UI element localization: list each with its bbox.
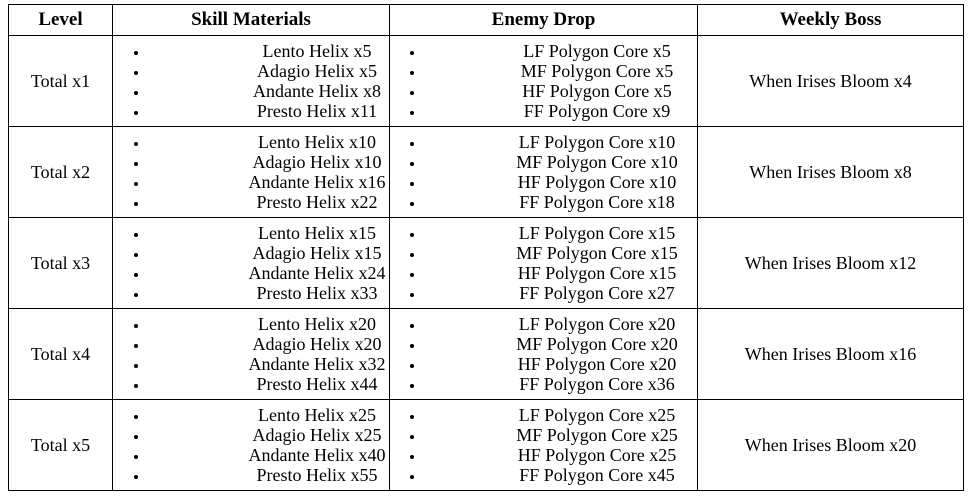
list-item: • FF Polygon Core x36 [425, 374, 697, 394]
list-item: • Lento Helix x5 [149, 41, 389, 61]
list-item: • Andante Helix x40 [149, 445, 389, 465]
weekly-boss-cell: When Irises Bloom x12 [698, 218, 964, 309]
column-header-level: Level [9, 5, 113, 36]
enemy-drop-cell [390, 36, 698, 127]
list-item: • MF Polygon Core x20 [425, 334, 697, 354]
weekly-boss-cell: When Irises Bloom x4 [698, 36, 964, 127]
list-item: • Lento Helix x10 [149, 132, 389, 152]
table-row [9, 400, 964, 491]
skill-materials-cell [113, 400, 390, 491]
skill-materials-list [223, 405, 389, 485]
skill-materials-list [223, 314, 389, 394]
list-item: • Lento Helix x15 [149, 223, 389, 243]
table-row [9, 36, 964, 127]
list-item: • Presto Helix x55 [149, 465, 389, 485]
skill-materials-list [223, 41, 389, 121]
enemy-drop-cell [390, 309, 698, 400]
table-row [9, 309, 964, 400]
list-item: • Andante Helix x24 [149, 263, 389, 283]
level-cell: Total x3 [9, 218, 113, 309]
list-item: • Lento Helix x25 [149, 405, 389, 425]
list-item: • MF Polygon Core x5 [425, 61, 697, 81]
list-item: • HF Polygon Core x15 [425, 263, 697, 283]
list-item: • Andante Helix x16 [149, 172, 389, 192]
list-item: • LF Polygon Core x5 [425, 41, 697, 61]
list-item: • HF Polygon Core x25 [425, 445, 697, 465]
list-item: • LF Polygon Core x20 [425, 314, 697, 334]
skill-materials-cell [113, 309, 390, 400]
skill-materials-cell [113, 127, 390, 218]
enemy-drop-list [475, 132, 697, 212]
level-cell: Total x4 [9, 309, 113, 400]
weekly-boss-cell: When Irises Bloom x20 [698, 400, 964, 491]
weekly-boss-cell: When Irises Bloom x16 [698, 309, 964, 400]
list-item: • Lento Helix x20 [149, 314, 389, 334]
list-item: • FF Polygon Core x9 [425, 101, 697, 121]
list-item: • MF Polygon Core x15 [425, 243, 697, 263]
enemy-drop-list [475, 41, 697, 121]
list-item: • FF Polygon Core x18 [425, 192, 697, 212]
enemy-drop-cell [390, 400, 698, 491]
skill-materials-list [223, 132, 389, 212]
weekly-boss-cell: When Irises Bloom x8 [698, 127, 964, 218]
list-item: • HF Polygon Core x10 [425, 172, 697, 192]
enemy-drop-list [475, 223, 697, 303]
table-body [9, 36, 964, 491]
list-item: • Presto Helix x33 [149, 283, 389, 303]
list-item: • Presto Helix x11 [149, 101, 389, 121]
column-header-skill-materials: Skill Materials [113, 5, 390, 36]
list-item: • FF Polygon Core x45 [425, 465, 697, 485]
list-item: • MF Polygon Core x10 [425, 152, 697, 172]
list-item: • Presto Helix x44 [149, 374, 389, 394]
table-row [9, 127, 964, 218]
level-cell: Total x1 [9, 36, 113, 127]
list-item: • Andante Helix x8 [149, 81, 389, 101]
skill-materials-list [223, 223, 389, 303]
list-item: • Adagio Helix x20 [149, 334, 389, 354]
level-cell: Total x2 [9, 127, 113, 218]
enemy-drop-cell [390, 127, 698, 218]
skill-materials-cell [113, 218, 390, 309]
materials-table [8, 4, 964, 491]
list-item: • Adagio Helix x25 [149, 425, 389, 445]
list-item: • Adagio Helix x5 [149, 61, 389, 81]
list-item: • Andante Helix x32 [149, 354, 389, 374]
list-item: • Adagio Helix x15 [149, 243, 389, 263]
enemy-drop-cell [390, 218, 698, 309]
list-item: • LF Polygon Core x15 [425, 223, 697, 243]
list-item: • HF Polygon Core x20 [425, 354, 697, 374]
enemy-drop-list [475, 314, 697, 394]
list-item: • HF Polygon Core x5 [425, 81, 697, 101]
skill-materials-cell [113, 36, 390, 127]
table-row [9, 218, 964, 309]
enemy-drop-list [475, 405, 697, 485]
list-item: • LF Polygon Core x25 [425, 405, 697, 425]
list-item: • Adagio Helix x10 [149, 152, 389, 172]
table-header [9, 5, 964, 36]
column-header-enemy-drop: Enemy Drop [390, 5, 698, 36]
table-header-row [9, 5, 964, 36]
list-item: • MF Polygon Core x25 [425, 425, 697, 445]
list-item: • Presto Helix x22 [149, 192, 389, 212]
list-item: • FF Polygon Core x27 [425, 283, 697, 303]
column-header-weekly-boss: Weekly Boss [698, 5, 964, 36]
list-item: • LF Polygon Core x10 [425, 132, 697, 152]
level-cell: Total x5 [9, 400, 113, 491]
